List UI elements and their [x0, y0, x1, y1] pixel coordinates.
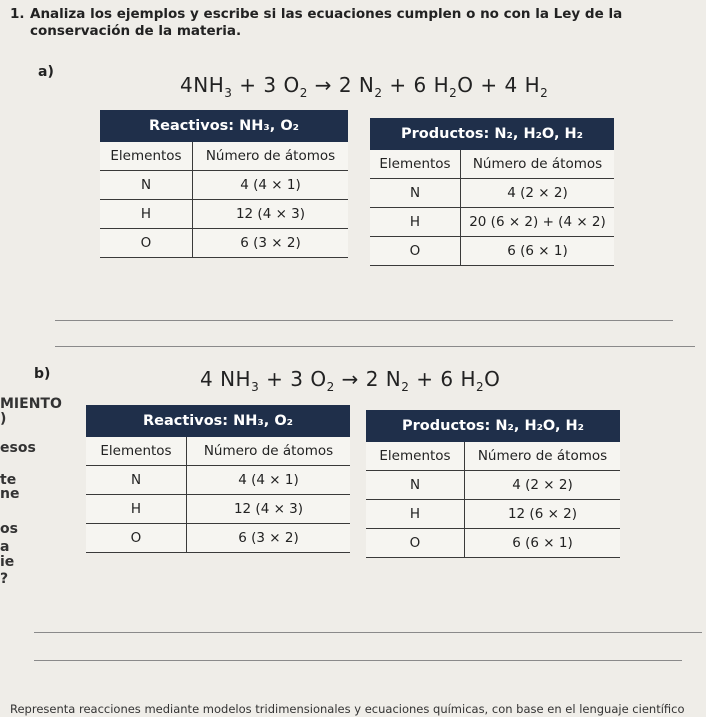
margin-fragment: ie	[0, 554, 15, 570]
footer-learning-goal: Representa reacciones mediante modelos tridimensionales y ecuaciones químicas, con base en el lenguaje científico	[10, 702, 685, 716]
table-row: H 20 (6 × 2) + (4 × 2)	[370, 208, 614, 237]
table-row: H 12 (6 × 2)	[366, 500, 620, 529]
table-row: O 6 (6 × 1)	[370, 237, 614, 266]
reactivos-table-b	[86, 405, 350, 553]
answer-line	[34, 660, 682, 661]
margin-fragment: MIENTO	[0, 396, 62, 412]
table-row: N 4 (2 × 2)	[366, 471, 620, 500]
part-a-label: a)	[38, 64, 54, 80]
instruction-line-2: conservación de la materia.	[30, 23, 242, 39]
table-row: O 6 (3 × 2)	[100, 229, 348, 258]
table-row: H 12 (4 × 3)	[100, 200, 348, 229]
margin-fragment: ne	[0, 486, 20, 502]
column-header: Elementos	[100, 142, 193, 171]
answer-line	[34, 632, 702, 633]
exercise-number: 1.	[10, 6, 25, 22]
table-header: Reactivos: NH₃, O₂	[86, 405, 350, 437]
column-header: Número de átomos	[461, 150, 615, 179]
instruction-line-1: Analiza los ejemplos y escribe si las ecuaciones cumplen o no con la Ley de la	[30, 6, 623, 22]
column-header: Elementos	[370, 150, 461, 179]
table-header: Productos: N₂, H₂O, H₂	[370, 118, 614, 150]
productos-table-a	[370, 118, 614, 266]
margin-fragment: a	[0, 539, 10, 555]
margin-fragment: ?	[0, 571, 9, 587]
table-row: O 6 (6 × 1)	[366, 529, 620, 558]
table-row: O 6 (3 × 2)	[86, 524, 350, 553]
answer-line	[55, 320, 673, 321]
table-row: N 4 (4 × 1)	[100, 171, 348, 200]
margin-fragment: os	[0, 521, 18, 537]
column-header: Elementos	[366, 442, 465, 471]
margin-fragment: )	[0, 411, 7, 427]
equation-b: 4 $NH_3 + 3$ $O_2 \to 2$ $N_2 + 6$ $H_2O$	[200, 367, 501, 394]
part-b-label: b)	[34, 366, 51, 382]
table-header: Productos: N₂, H₂O, H₂	[366, 410, 620, 442]
table-header: Reactivos: NH₃, O₂	[100, 110, 348, 142]
column-header: Elementos	[86, 437, 187, 466]
equation-a: $4NH_3 + 3$ $O_2 \to 2$ $N_2 + 6$ $H_2O + 4$ $H_2$	[180, 73, 549, 100]
margin-fragment: te	[0, 472, 17, 488]
exercise-instruction	[10, 6, 690, 40]
reactivos-table-a	[100, 110, 348, 258]
productos-table-b	[366, 410, 620, 558]
table-row: N 4 (4 × 1)	[86, 466, 350, 495]
table-row: N 4 (2 × 2)	[370, 179, 614, 208]
column-header: Número de átomos	[465, 442, 621, 471]
answer-line	[55, 346, 695, 347]
column-header: Número de átomos	[187, 437, 351, 466]
margin-fragment: esos	[0, 440, 36, 456]
column-header: Número de átomos	[193, 142, 349, 171]
table-row: H 12 (4 × 3)	[86, 495, 350, 524]
